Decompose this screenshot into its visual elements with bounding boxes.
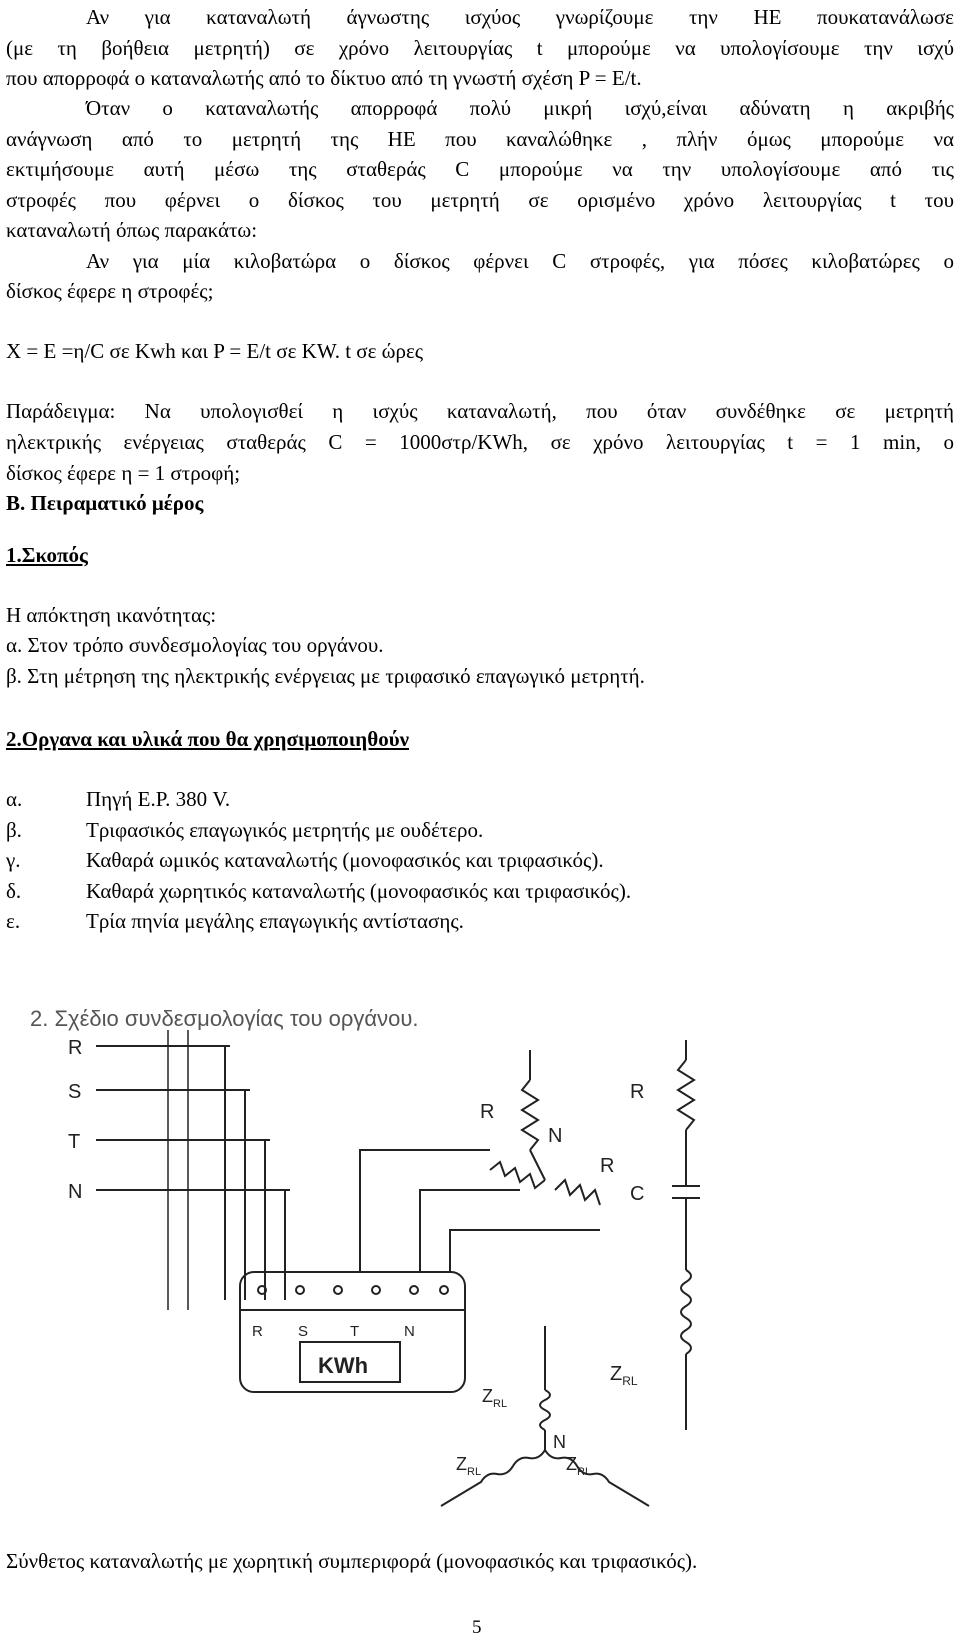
material-text: Τρία πηνία μεγάλης επαγωγικής αντίστασης.	[86, 909, 464, 933]
diagram-title: 2. Σχέδιο συνδεσμολογίας του οργάνου.	[30, 1006, 419, 1031]
intro-line-10: δίσκος έφερε η στροφές;	[6, 279, 214, 303]
meter-label: KWh	[318, 1353, 369, 1378]
material-letter: ε.	[6, 909, 21, 933]
intro-line-1: Αν για καταναλωτή άγνωστης ισχύος γνωρίζουμε την ΗΕ πουκατανάλωσε	[86, 5, 954, 29]
star-resistor-3	[555, 1180, 600, 1205]
purpose-item-a: α. Στον τρόπο συνδεσμολογίας του οργάνου.	[6, 633, 384, 657]
line-label-r: R	[68, 1037, 83, 1059]
star-coil-right	[545, 1450, 649, 1506]
z-label-top: $Z_{RL}$	[482, 1386, 508, 1410]
intro-line-3: που απορροφά ο καταναλωτής από το δίκτυο από τη γνωστή σχέση P = E/t.	[6, 66, 642, 90]
intro-line-7: στροφές που φέρνει ο δίσκος του μετρητή σε ορισμένο χρόνο λειτουργίας t του	[6, 188, 954, 212]
section-b-heading: Β. Πειραματικό μέρος	[6, 491, 204, 515]
material-letter: β.	[6, 818, 22, 842]
terminal-r: R	[252, 1323, 263, 1340]
terminal-n: N	[404, 1323, 415, 1340]
diagram-caption: Σύνθετος καταναλωτής με χωρητική συμπεριφορά (μονοφασικός και τριφασικός).	[6, 1549, 698, 1573]
formula: X = E =η/C σε Kwh και P = E/t σε KW. t σε ώρες	[6, 339, 424, 363]
intro-line-2: (με τη βοήθεια μετρητή) σε χρόνο λειτουργίας t μπορούμε να υπολογίσουμε την ισχύ	[6, 36, 954, 60]
single-label-c: C	[630, 1183, 645, 1205]
single-resistor	[678, 1060, 694, 1130]
star-resistor-1	[522, 1080, 538, 1150]
intro-line-4: Όταν ο καταναλωτής απορροφά πολύ μικρή ισχύ,είναι αδύνατη η ακριβής	[86, 96, 954, 120]
single-coil	[681, 1270, 691, 1354]
material-text: Πηγή Ε.Ρ. 380 V.	[86, 787, 231, 811]
purpose-heading: 1.Σκοπός	[6, 543, 88, 567]
line-label-s: S	[68, 1081, 82, 1103]
z-label-star-right: $Z_{RL}$	[566, 1454, 592, 1478]
z-label-left: $Z_{RL}$	[456, 1454, 482, 1478]
wiring-diagram	[0, 0, 960, 800]
material-text: Καθαρά ωμικός καταναλωτής (μονοφασικός και τριφασικός).	[86, 848, 604, 872]
star-resistor-2	[490, 1162, 545, 1188]
terminal-s: S	[298, 1323, 309, 1340]
intro-line-6: εκτιμήσουμε αυτή μέσω της σταθεράς C μπορούμε να την υπολογίσουμε από τις	[6, 157, 954, 181]
example-line-2: ηλεκτρικής ενέργειας σταθεράς C = 1000στρ/KWh, σε χρόνο λειτουργίας t = 1 min, ο	[6, 430, 954, 454]
star-coil-top	[540, 1390, 550, 1430]
intro-line-9: Αν για μία κιλοβατώρα ο δίσκος φέρνει C στροφές, για πόσες κιλοβατώρες ο	[86, 249, 954, 273]
material-letter: δ.	[6, 879, 22, 903]
terminal-t: T	[350, 1323, 360, 1340]
purpose-intro: Η απόκτηση ικανότητας:	[6, 603, 217, 627]
neutral-label: N	[553, 1432, 566, 1452]
page-number: 5	[472, 1617, 482, 1638]
star-label-r1: R	[480, 1101, 495, 1123]
z-label-right: $Z_{RL}$	[610, 1363, 638, 1388]
material-letter: α.	[6, 787, 23, 811]
example-line-1: Παράδειγμα: Να υπολογισθεί η ισχύς καταναλωτή, που όταν συνδέθηκε σε μετρητή	[6, 399, 954, 423]
intro-line-5: ανάγνωση από το μετρητή της ΗΕ που καναλώθηκε , πλήν όμως μπορούμε να	[6, 127, 954, 151]
purpose-item-b: β. Στη μέτρηση της ηλεκτρικής ενέργειας με τριφασικό επαγωγικό μετρητή.	[6, 664, 645, 688]
star-label-n: N	[548, 1125, 563, 1147]
line-label-t: T	[68, 1131, 81, 1153]
material-letter: γ.	[6, 848, 21, 872]
wiring-diagram-figure	[0, 990, 960, 1570]
line-label-n: N	[68, 1181, 83, 1203]
material-text: Τριφασικός επαγωγικός μετρητής με ουδέτερο.	[86, 818, 484, 842]
example-line-3: δίσκος έφερε η = 1 στροφή;	[6, 461, 241, 485]
star-label-r2: R	[600, 1155, 615, 1177]
intro-line-8: καταναλωτή όπως παρακάτω:	[6, 218, 258, 242]
materials-heading: 2.Οργανα και υλικά που θα χρησιμοποιηθούν	[6, 727, 409, 751]
material-text: Καθαρά χωρητικός καταναλωτής (μονοφασικός και τριφασικός).	[86, 879, 632, 903]
single-label-r: R	[630, 1081, 645, 1103]
